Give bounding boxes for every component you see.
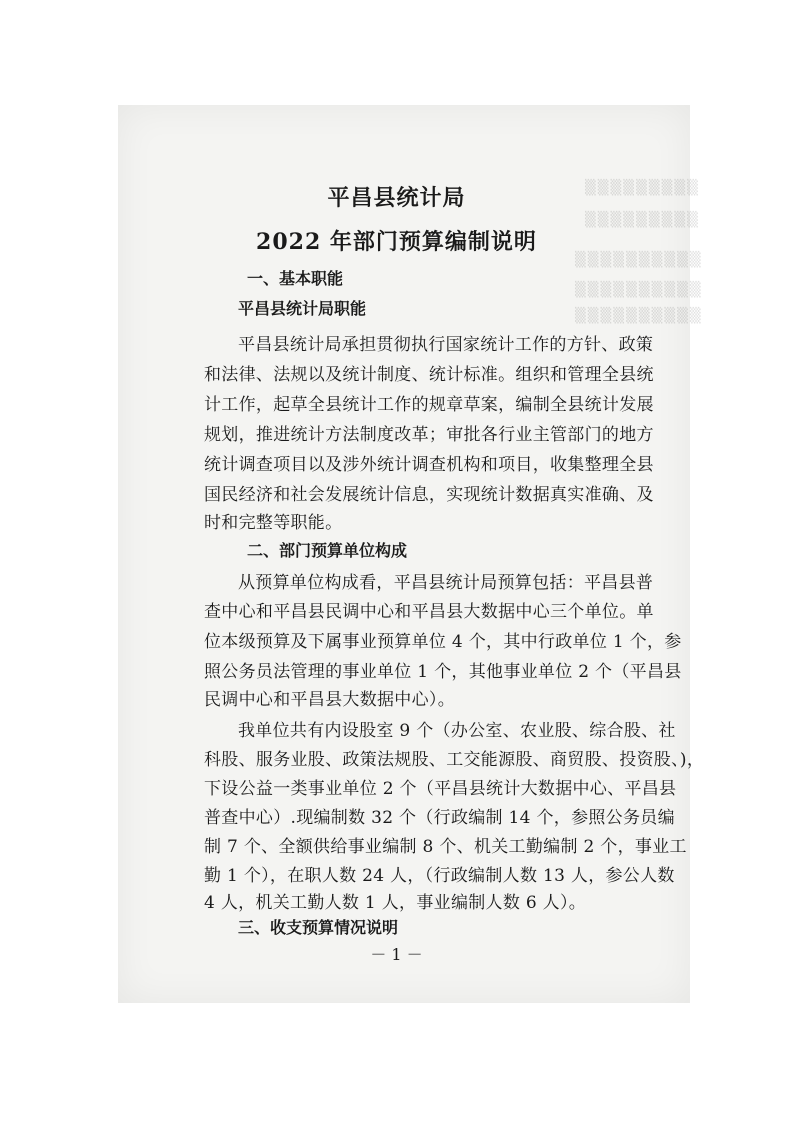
text-line: 规划，推进统计方法制度改革；审批各行业主管部门的地方 [204, 425, 654, 445]
text-line: 我单位共有内设股室 9 个（办公室、农业股、综合股、社 [238, 721, 676, 741]
text-line: 下设公益一类事业单位 2 个（平昌县统计大数据中心、平昌县 [204, 779, 677, 799]
text-line: 统计调查项目以及涉外统计调查机构和项目，收集整理全县 [204, 455, 654, 475]
text-line: 国民经济和社会发展统计信息，实现统计数据真实准确、及 [204, 485, 654, 505]
bleed-through-texture: ▒▒▒▒▒▒▒▒▒▒ [575, 282, 703, 298]
text-line: 勤 1 个），在职人数 24 人，（行政编制人数 13 人，参公人数 [204, 866, 675, 886]
section2-heading: 二、部门预算单位构成 [247, 541, 408, 560]
text-line: 和法律、法规以及统计制度、统计标准。组织和管理全县统 [204, 365, 654, 385]
section1-subheading: 平昌县统计局职能 [238, 299, 367, 318]
text-line: 计工作，起草全县统计工作的规章草案，编制全县统计发展 [204, 395, 654, 415]
text-line: 从预算单位构成看，平昌县统计局预算包括：平昌县普 [238, 573, 654, 593]
bleed-through-texture: ▒▒▒▒▒▒▒▒▒▒ [575, 308, 703, 324]
text-line: 4 人，机关工勤人数 1 人，事业编制人数 6 人）。 [204, 893, 587, 913]
text-line: 制 7 个、全额供给事业编制 8 个、机关工勤编制 2 个，事业工 [204, 837, 687, 857]
section3-heading: 三、收支预算情况说明 [238, 918, 399, 937]
document-title: 平昌县统计局 [327, 185, 466, 211]
bleed-through-texture: ▒▒▒▒▒▒▒▒▒ [585, 212, 700, 228]
text-line: 普查中心）.现编制数 32 个（行政编制 14 个，参照公务员编 [204, 808, 675, 828]
text-line: 照公务员法管理的事业单位 1 个，其他事业单位 2 个（平昌县 [204, 662, 682, 682]
text-line: 科股、服务业股、政策法规股、工交能源股、商贸股、投资股、)， [204, 750, 705, 770]
bleed-through-texture: ▒▒▒▒▒▒▒▒▒▒ [575, 252, 703, 268]
text-line: 时和完整等职能。 [204, 513, 343, 533]
text-line: 查中心和平昌县民调中心和平昌县大数据中心三个单位。单 [204, 602, 654, 622]
document-subtitle: 2022 年部门预算编制说明 [256, 229, 537, 255]
text-line: 平昌县统计局承担贯彻执行国家统计工作的方针、政策 [238, 335, 654, 355]
page-number: － 1 － [370, 945, 423, 964]
text-line: 位本级预算及下属事业预算单位 4 个，其中行政单位 1 个，参 [204, 632, 682, 652]
text-line: 民调中心和平昌县大数据中心）。 [204, 690, 455, 710]
section1-heading: 一、基本职能 [247, 269, 344, 288]
bleed-through-texture: ▒▒▒▒▒▒▒▒▒ [585, 180, 700, 196]
